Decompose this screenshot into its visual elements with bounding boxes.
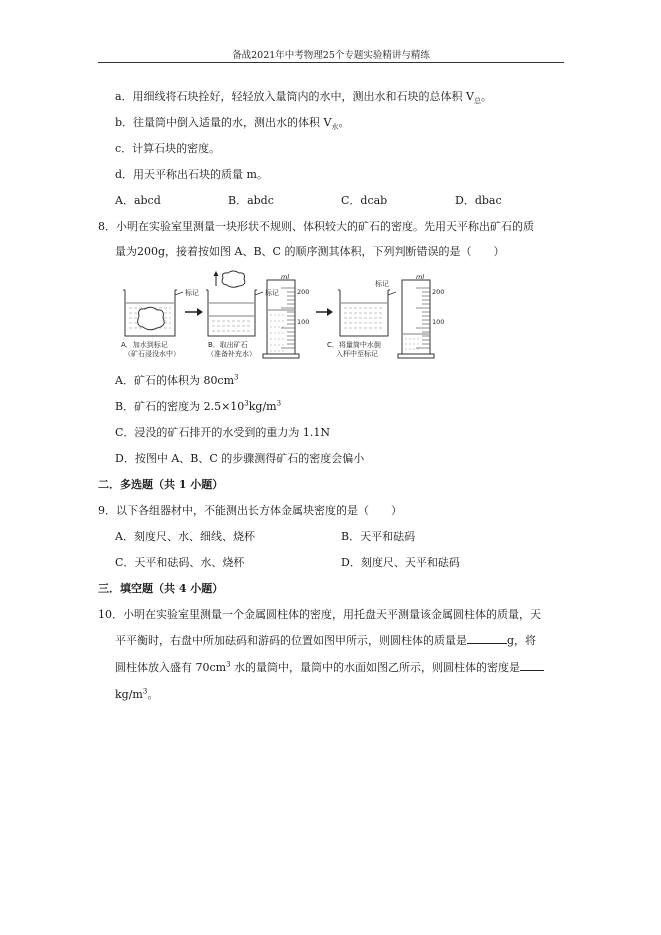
q10-line3: 圆柱体放入盛有 $70cm^3$ 水的量筒中，量筒中的水面如图乙所示，则圆柱体的密度是: [115, 659, 544, 675]
header-rule: [98, 62, 564, 63]
q7-option-c: C．dcab: [341, 194, 388, 207]
caption-c-line1: C．将量筒中水倒: [327, 341, 381, 349]
mark-label-c: 标记: [375, 280, 389, 288]
q7-option-b: B．abdc: [228, 194, 274, 207]
q7-step-b: b．往量筒中倒入适量的水，测出水的体积 $V_水$。: [115, 116, 350, 132]
q7-step-c: c．计算石块的密度。: [115, 142, 221, 155]
beaker-a: [123, 290, 183, 336]
caption-c-line2: 入杯中至标记: [336, 350, 378, 358]
scale-200-label-2: 200: [432, 288, 445, 296]
scale-100-label-2: 100: [432, 318, 445, 326]
scale-200-label-1: 200: [297, 288, 310, 296]
q7-step-a: a．用细线将石块拴好，轻轻放入量筒内的水中，测出水和石块的总体积 $V_总$。: [115, 90, 492, 106]
section-2-title: 二．多选题（共 1 小题）: [98, 478, 224, 491]
mark-label-b: 标记: [265, 289, 279, 297]
q9-option-a: A．刻度尺、水、细线、烧杯: [115, 530, 255, 543]
scale-100-label-1: 100: [297, 318, 310, 326]
caption-b-line1: B．取出矿石: [208, 341, 248, 349]
q8-stem-line1: 8．小明在实验室里测量一块形状不规则、体积较大的矿石的密度。先用天平称出矿石的质: [98, 220, 534, 233]
section-3-title: 三．填空题（共 4 小题）: [98, 582, 224, 595]
q7-step-d: d．用天平称出石块的质量 m。: [115, 168, 268, 181]
unit-label-1: ml: [281, 273, 290, 281]
caption-b-line2: （准备补充水）: [207, 350, 256, 358]
q9-option-c: C．天平和砝码、水、烧杯: [115, 556, 245, 569]
q8-option-c: C．浸没的矿石排开的水受到的重力为 1.1N: [115, 426, 331, 439]
unit-label-2: ml: [416, 273, 425, 281]
answer-blank-density[interactable]: [520, 659, 544, 671]
q9-option-b: B．天平和砝码: [341, 530, 416, 543]
up-arrow-icon: [214, 271, 219, 286]
caption-a-line2: （矿石浸没水中）: [124, 350, 180, 358]
q10-line2: 平平衡时，右盘中所加砝码和游码的位置如图甲所示，则圆柱体的质量是 g，将: [115, 634, 537, 647]
q9-stem: 9．以下各组器材中，不能测出长方体金属块密度的是（ ）: [98, 504, 402, 517]
page-header: 备战2021年中考物理25个专题实验精讲与精练: [232, 50, 430, 61]
q7-option-a: A．abcd: [115, 194, 161, 207]
arrow-right-icon: [316, 308, 333, 316]
measuring-cylinder-2: [398, 280, 434, 358]
q8-option-b: B．矿石的密度为 $2.5\times 10^3kg/m^3$: [115, 399, 282, 413]
caption-a-line1: A．加水到标记: [121, 341, 168, 349]
q7-option-d: D．dbac: [455, 194, 502, 207]
q9-option-d: D．刻度尺、天平和砝码: [341, 556, 460, 569]
answer-blank-mass[interactable]: [467, 632, 507, 644]
ore-rock: [138, 307, 164, 330]
arrow-right-icon: [185, 308, 203, 316]
mark-label-a: 标记: [185, 289, 199, 297]
q8-stem-line2: 量为200g，接着按如图 A、B、C 的顺序测其体积，下列判断错误的是（ ）: [115, 245, 505, 258]
q8-option-a: A．矿石的体积为 $80cm^3$: [115, 373, 239, 387]
ore-rock-lifted: [222, 271, 245, 287]
q10-line1: 10．小明在实验室里测量一个金属圆柱体的密度，用托盘天平测量该金属圆柱体的质量，天: [98, 608, 541, 621]
q10-line4: $kg/m^3$。: [115, 687, 159, 701]
beaker-b: [206, 271, 263, 336]
beaker-c: [338, 290, 396, 336]
q8-option-d: D．按图中 A、B、C 的步骤测得矿石的密度会偏小: [115, 452, 365, 465]
q8-figure: [115, 268, 445, 364]
